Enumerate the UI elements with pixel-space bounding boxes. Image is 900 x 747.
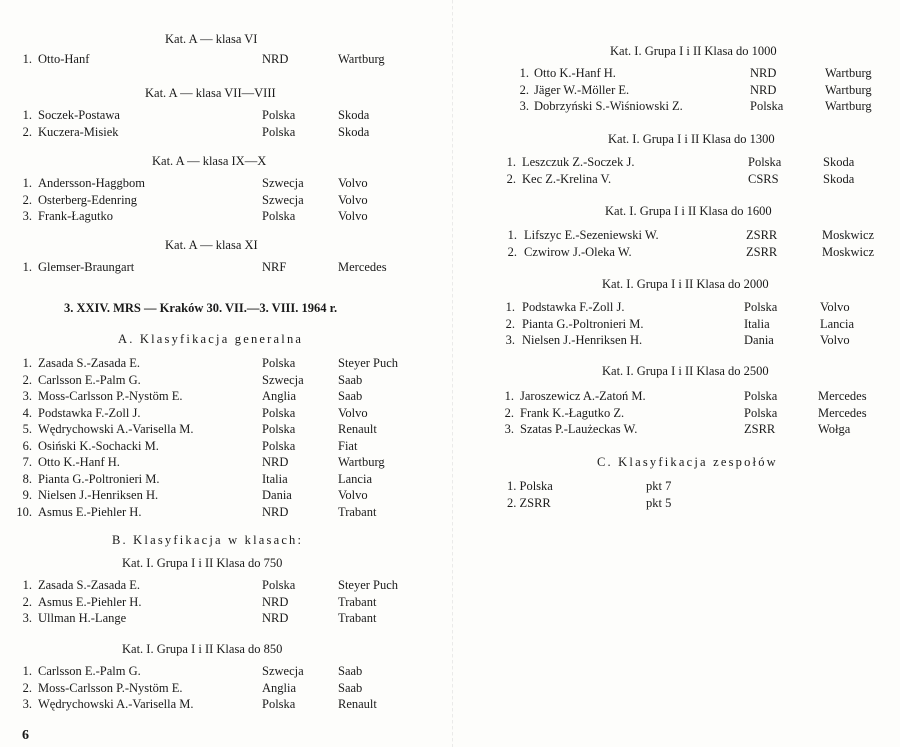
row-country: ZSRR — [746, 228, 778, 242]
row-crew: Leszczuk Z.-Soczek J. — [522, 155, 635, 169]
table-row — [0, 578, 450, 595]
row-crew: Jaroszewicz A.-Zatoń M. — [520, 389, 646, 403]
row-rank: 1. — [22, 108, 32, 122]
table-row — [0, 505, 450, 522]
row-car: Skoda — [338, 124, 370, 139]
row-rank: 2. — [519, 82, 529, 97]
row-crew: Pianta G.-Poltronieri M. — [38, 471, 160, 486]
team-classification-heading: C. Klasyfikacja zespołów — [597, 455, 778, 469]
row-rank: 3. — [22, 389, 32, 403]
row-country: Italia — [744, 316, 770, 331]
table-row — [0, 52, 450, 69]
row-crew: Otto-Hanf — [38, 52, 90, 66]
row-rank: 1. — [506, 155, 516, 169]
row-rank: 8. — [22, 471, 32, 486]
table-row — [450, 66, 900, 83]
table-row — [0, 422, 450, 439]
row-car: Volvo — [338, 405, 368, 420]
row-crew: Kuczera-Misiek — [38, 124, 119, 139]
row-crew: Andersson-Haggbom — [38, 176, 145, 190]
row-points: pkt 7 — [646, 479, 672, 493]
section-heading: Kat. I. Grupa I i II Klasa do 2500 — [602, 364, 769, 378]
row-car: Volvo — [820, 333, 850, 347]
class-classification-heading: B. Klasyfikacja w klasach: — [112, 533, 304, 547]
row-crew: Asmus E.-Piehler H. — [38, 594, 142, 609]
row-crew: Otto K.-Hanf H. — [38, 455, 120, 469]
results-table — [0, 578, 450, 628]
results-table — [0, 108, 450, 141]
row-crew: Kec Z.-Krelina V. — [522, 171, 612, 186]
row-crew: Lifszyc E.-Sezeniewski W. — [524, 228, 659, 242]
row-rank: 5. — [22, 422, 32, 436]
section-heading: Kat. I. Grupa I i II Klasa do 850 — [122, 642, 283, 656]
table-row — [0, 176, 450, 193]
table-row — [450, 83, 900, 100]
section-heading: Kat. I. Grupa I i II Klasa do 2000 — [602, 277, 769, 291]
row-rank: 2. — [22, 594, 32, 609]
row-car: Renault — [338, 422, 377, 436]
row-crew: Frank-Łagutko — [38, 209, 113, 223]
row-country: Polska — [744, 389, 778, 403]
row-rank: 1. — [505, 300, 515, 314]
table-row — [0, 455, 450, 472]
table-row — [450, 496, 900, 513]
row-rank: 1. — [504, 389, 514, 403]
section-heading: Kat. A — klasa IX—X — [152, 154, 267, 168]
table-row — [450, 422, 900, 439]
table-row — [0, 439, 450, 456]
table-row — [0, 472, 450, 489]
table-row — [450, 155, 900, 172]
row-country: Polska — [262, 422, 296, 436]
table-row — [0, 488, 450, 505]
row-car: Wartburg — [338, 52, 385, 66]
row-car: Lancia — [820, 316, 855, 331]
row-rank: 4. — [22, 405, 32, 420]
row-country: Dania — [262, 488, 292, 502]
row-country: NRD — [262, 594, 289, 609]
row-country: Italia — [262, 471, 288, 486]
table-row — [0, 125, 450, 142]
row-country: Anglia — [262, 389, 297, 403]
row-rank: 3. — [519, 99, 529, 113]
row-rank: 2. — [22, 192, 32, 207]
table-row — [0, 389, 450, 406]
row-country: Polska — [262, 438, 296, 453]
section-heading: Kat. I. Grupa I i II Klasa do 750 — [122, 556, 283, 570]
row-country: NRD — [750, 66, 777, 80]
row-car: Skoda — [338, 108, 370, 122]
row-car: Skoda — [823, 171, 855, 186]
row-car: Trabant — [338, 504, 377, 519]
row-car: Renault — [338, 697, 377, 711]
row-country: Dania — [744, 333, 774, 347]
row-rank: 1. — [22, 578, 32, 592]
right-page — [450, 0, 900, 747]
row-country: Polska — [262, 697, 296, 711]
results-table — [0, 260, 450, 277]
row-crew: Podstawka F.-Zoll J. — [522, 300, 625, 314]
results-table — [450, 155, 900, 188]
row-country: Szwecja — [262, 176, 304, 190]
row-country: CSRS — [748, 171, 779, 186]
row-crew: Czwirow J.-Oleka W. — [524, 244, 632, 259]
table-row — [0, 209, 450, 226]
table-row — [450, 317, 900, 334]
row-crew: Glemser-Braungart — [38, 260, 135, 274]
table-row — [450, 300, 900, 317]
table-row — [0, 664, 450, 681]
results-table — [450, 66, 900, 116]
row-rank: 2. — [22, 372, 32, 387]
row-country: Polska — [262, 356, 296, 370]
row-country: Polska — [748, 155, 782, 169]
row-crew: Moss-Carlsson P.-Nystöm E. — [38, 389, 183, 403]
row-car: Volvo — [338, 176, 368, 190]
team-results-table — [450, 479, 900, 512]
row-crew: Otto K.-Hanf H. — [534, 66, 616, 80]
row-rank: 3. — [22, 209, 32, 223]
row-country: Polska — [262, 209, 296, 223]
row-car: Volvo — [338, 209, 368, 223]
section-heading: Kat. I. Grupa I i II Klasa do 1300 — [608, 132, 775, 146]
row-rank: 1. — [22, 176, 32, 190]
table-row — [0, 193, 450, 210]
row-crew: Moss-Carlsson P.-Nystöm E. — [38, 680, 183, 695]
row-car: Wołga — [818, 422, 851, 436]
row-country: Polska — [744, 405, 778, 420]
results-table — [450, 300, 900, 350]
row-crew: Osterberg-Edenring — [38, 192, 138, 207]
row-country: Anglia — [262, 680, 297, 695]
row-crew: Asmus E.-Piehler H. — [38, 504, 142, 519]
row-car: Volvo — [338, 192, 368, 207]
row-car: Lancia — [338, 471, 373, 486]
table-row — [0, 595, 450, 612]
row-car: Moskwicz — [822, 244, 875, 259]
row-country: NRD — [262, 611, 289, 625]
row-rank: 1. — [22, 356, 32, 370]
row-rank: 3. — [22, 611, 32, 625]
row-crew: Osiński K.-Sochacki M. — [38, 438, 159, 453]
row-car: Steyer Puch — [338, 356, 399, 370]
row-crew: Soczek-Postawa — [38, 108, 120, 122]
row-car: Saab — [338, 389, 363, 403]
row-country: Polska — [744, 300, 778, 314]
general-classification-heading: A. Klasyfikacja generalna — [118, 332, 304, 346]
table-row — [450, 172, 900, 189]
row-rank: 3. — [505, 333, 515, 347]
row-country: NRD — [262, 504, 289, 519]
row-rank: 2. — [506, 171, 516, 186]
row-crew: Ullman H.-Lange — [38, 611, 127, 625]
row-country: Polska — [262, 108, 296, 122]
row-car: Volvo — [820, 300, 850, 314]
row-country: NRD — [262, 52, 289, 66]
row-car: Mercedes — [818, 405, 867, 420]
table-row — [0, 681, 450, 698]
row-car: Wartburg — [825, 66, 872, 80]
row-team: 1. Polska — [507, 479, 553, 493]
table-row — [0, 356, 450, 373]
event-title: 3. XXIV. MRS — Kraków 30. VII.—3. VIII. 1964 r. — [64, 301, 338, 315]
row-rank: 1. — [22, 664, 32, 678]
table-row — [450, 406, 900, 423]
row-crew: Nielsen J.-Henriksen H. — [38, 488, 159, 502]
section-heading: Kat. A — klasa VI — [165, 32, 258, 46]
row-car: Wartburg — [825, 82, 872, 97]
results-table — [0, 52, 450, 69]
row-country: Polska — [262, 124, 296, 139]
row-country: NRD — [262, 455, 289, 469]
row-rank: 9. — [22, 488, 32, 502]
row-country: ZSRR — [744, 422, 776, 436]
row-rank: 1. — [507, 228, 517, 242]
row-car: Saab — [338, 664, 363, 678]
section-heading: Kat. A — klasa XI — [165, 238, 258, 252]
row-country: Szwecja — [262, 192, 304, 207]
row-car: Saab — [338, 372, 363, 387]
page-number: 6 — [22, 728, 29, 743]
table-row — [450, 99, 900, 116]
row-crew: Wędrychowski A.-Varisella M. — [38, 697, 194, 711]
row-rank: 3. — [504, 422, 514, 436]
row-crew: Szatas P.-Laużeckas W. — [520, 422, 638, 436]
section-heading: Kat. I. Grupa I i II Klasa do 1000 — [610, 44, 777, 58]
results-table — [0, 664, 450, 714]
row-crew: Jäger W.-Möller E. — [534, 82, 630, 97]
row-country: Polska — [750, 99, 784, 113]
section-heading: Kat. A — klasa VII—VIII — [145, 86, 276, 100]
row-country: Polska — [262, 578, 296, 592]
row-country: Szwecja — [262, 664, 304, 678]
row-country: NRF — [262, 260, 287, 274]
row-crew: Wędrychowski A.-Varisella M. — [38, 422, 194, 436]
row-car: Mercedes — [818, 389, 867, 403]
table-row — [0, 260, 450, 277]
table-row — [450, 228, 900, 245]
row-car: Moskwicz — [822, 228, 875, 242]
row-rank: 2. — [507, 244, 517, 259]
row-car: Steyer Puch — [338, 578, 399, 592]
results-table — [450, 228, 900, 261]
row-country: Szwecja — [262, 372, 304, 387]
row-car: Volvo — [338, 488, 368, 502]
table-row — [0, 373, 450, 390]
row-car: Wartburg — [338, 455, 385, 469]
row-rank: 1. — [22, 52, 32, 66]
row-rank: 10. — [16, 504, 32, 519]
row-crew: Nielsen J.-Henriksen H. — [522, 333, 643, 347]
row-car: Fiat — [338, 438, 358, 453]
section-heading: Kat. I. Grupa I i II Klasa do 1600 — [605, 204, 772, 218]
row-rank: 2. — [504, 405, 514, 420]
table-row — [450, 479, 900, 496]
row-car: Skoda — [823, 155, 855, 169]
table-row — [450, 389, 900, 406]
table-row — [0, 697, 450, 714]
row-rank: 7. — [22, 455, 32, 469]
row-rank: 2. — [22, 680, 32, 695]
table-row — [450, 245, 900, 262]
results-table — [0, 176, 450, 226]
row-rank: 2. — [505, 316, 515, 331]
row-crew: Dobrzyński S.-Wiśniowski Z. — [534, 99, 683, 113]
row-car: Trabant — [338, 611, 377, 625]
row-rank: 1. — [22, 260, 32, 274]
row-country: NRD — [750, 82, 777, 97]
results-table — [450, 389, 900, 439]
table-row — [0, 406, 450, 423]
row-crew: Carlsson E.-Palm G. — [38, 664, 141, 678]
table-row — [450, 333, 900, 350]
row-rank: 6. — [22, 438, 32, 453]
row-country: ZSRR — [746, 244, 778, 259]
row-car: Wartburg — [825, 99, 872, 113]
row-rank: 2. — [22, 124, 32, 139]
row-car: Saab — [338, 680, 363, 695]
row-country: Polska — [262, 405, 296, 420]
general-results-table — [0, 356, 450, 521]
row-team: 2. ZSRR — [507, 495, 551, 510]
row-car: Trabant — [338, 594, 377, 609]
row-crew: Pianta G.-Poltronieri M. — [522, 316, 644, 331]
row-crew: Podstawka F.-Zoll J. — [38, 405, 141, 420]
row-rank: 1. — [519, 66, 529, 80]
row-points: pkt 5 — [646, 495, 672, 510]
row-rank: 3. — [22, 697, 32, 711]
row-crew: Carlsson E.-Palm G. — [38, 372, 141, 387]
row-crew: Zasada S.-Zasada E. — [38, 578, 141, 592]
row-car: Mercedes — [338, 260, 387, 274]
row-crew: Zasada S.-Zasada E. — [38, 356, 141, 370]
table-row — [0, 108, 450, 125]
table-row — [0, 611, 450, 628]
row-crew: Frank K.-Łagutko Z. — [520, 405, 625, 420]
